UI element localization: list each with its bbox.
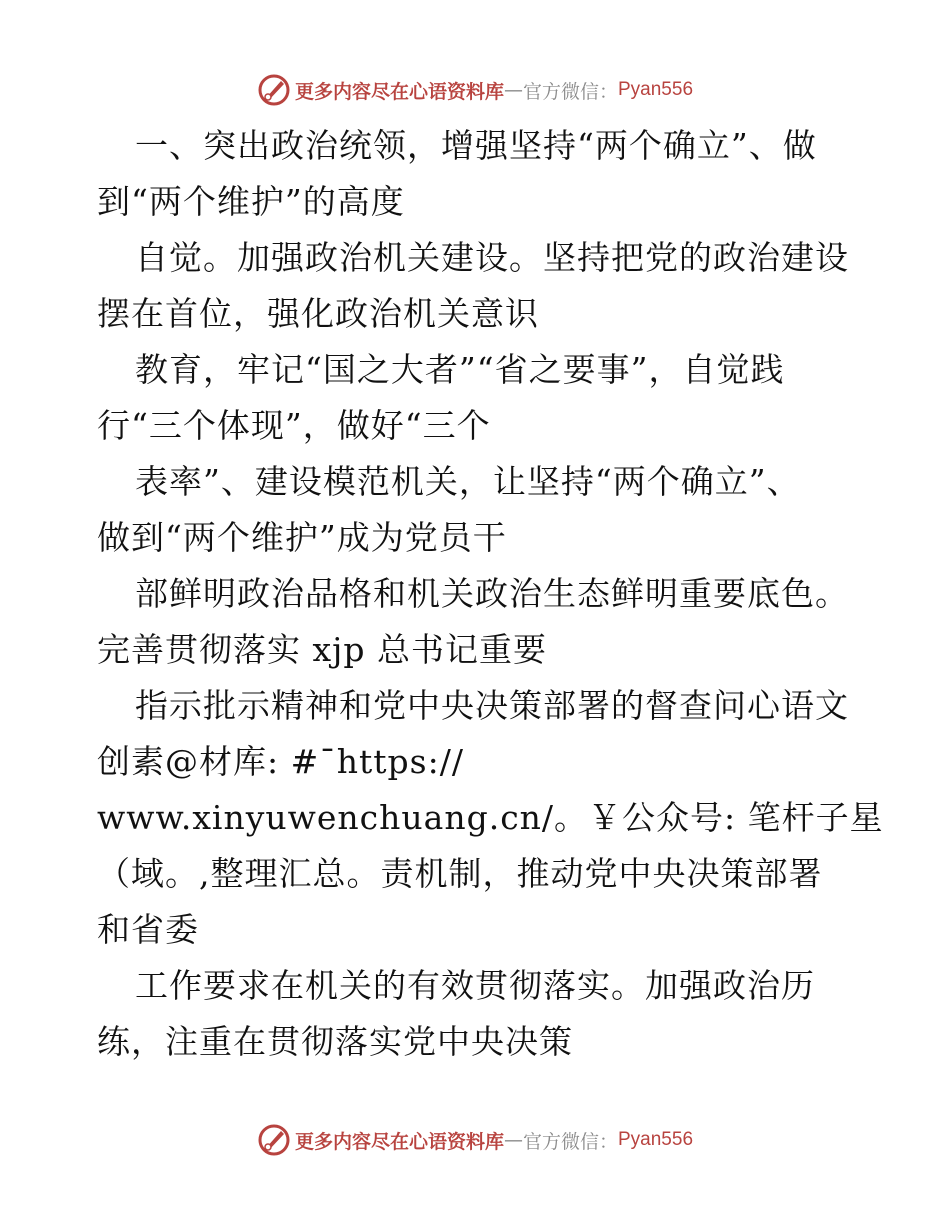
banner-wechat-label: 官方微信： xyxy=(522,80,618,103)
banner-dash: — xyxy=(503,79,523,101)
text-line: 完善贯彻落实 xjp 总书记重要 xyxy=(97,630,547,669)
text-line: 摆在首位，强化政治机关意识 xyxy=(97,294,539,333)
text-line: 做到“两个维护”成为党员干 xyxy=(97,518,507,557)
text-line: 和省委 xyxy=(97,910,199,949)
banner-wechat-id: Pyan556 xyxy=(618,1129,694,1150)
text-line: 指示批示精神和党中央决策部署的督查问心语文 xyxy=(135,686,849,725)
text-line: 到“两个维护”的高度 xyxy=(97,182,405,221)
text-line: 部鲜明政治品格和机关政治生态鲜明重要底色。 xyxy=(135,574,849,613)
banner-wechat-label: 官方微信： xyxy=(522,1130,618,1153)
text-line: 创素@材库: #¯https:// xyxy=(97,742,464,781)
text-line: 一、突出政治统领，增强坚持“两个确立”、做 xyxy=(135,126,817,165)
text-line: （域。,整理汇总。责机制，推动党中央决策部署 xyxy=(97,854,823,893)
banner-wechat-id: Pyan556 xyxy=(618,79,694,100)
document-body xyxy=(97,118,884,1070)
text-line: 自觉。加强政治机关建设。坚持把党的政治建设 xyxy=(135,238,849,277)
text-line: 表率”、建设模范机关，让坚持“两个确立”、 xyxy=(135,462,801,501)
footer-watermark-banner xyxy=(0,1120,950,1160)
banner-dash: — xyxy=(503,1129,523,1151)
pen-logo-icon xyxy=(257,73,291,107)
banner-site-text: 更多内容尽在心语资料库 xyxy=(294,80,504,103)
text-line: 练，注重在贯彻落实党中央决策 xyxy=(97,1022,573,1061)
text-line: 行“三个体现”，做好“三个 xyxy=(97,406,491,445)
text-line: 教育，牢记“国之大者”“省之要事”，自觉践 xyxy=(135,350,785,389)
banner-site-text: 更多内容尽在心语资料库 xyxy=(294,1130,504,1153)
text-line: 工作要求在机关的有效贯彻落实。加强政治历 xyxy=(135,966,815,1005)
pen-logo-icon xyxy=(257,1123,291,1157)
text-line: www.xinyuwenchuang.cn/。￥公众号: 笔杆子星 xyxy=(97,798,884,837)
header-watermark-banner xyxy=(0,70,950,110)
